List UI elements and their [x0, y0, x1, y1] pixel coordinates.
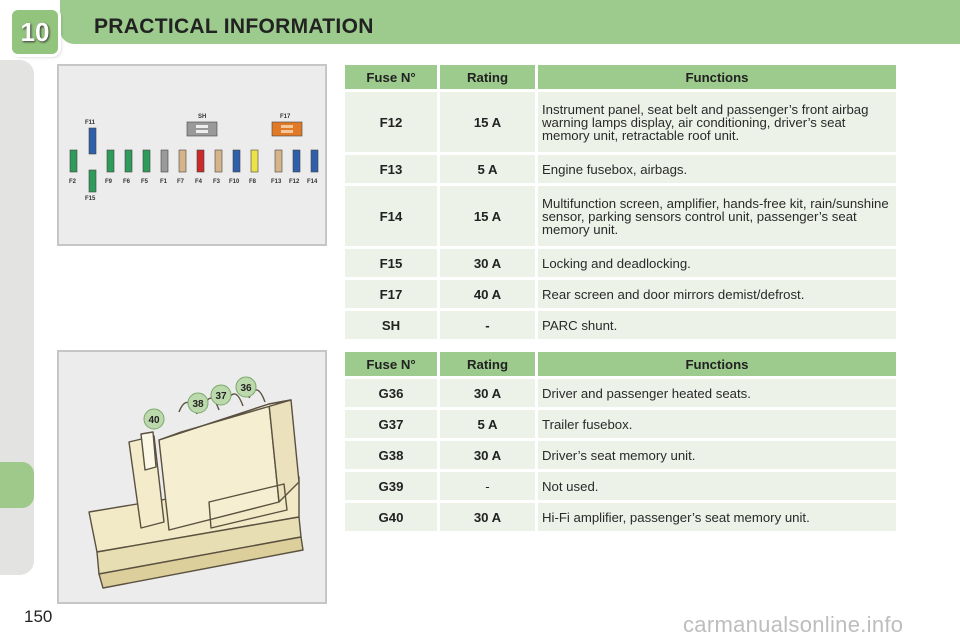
fuse-label: F10	[229, 179, 240, 185]
fuse-functions: Locking and deadlocking.	[538, 249, 896, 277]
fusebox-illustration	[57, 350, 327, 604]
table-row	[345, 155, 896, 183]
table-row	[345, 186, 896, 246]
fuse-functions: PARC shunt.	[538, 311, 896, 339]
fuse-table-2	[342, 349, 899, 534]
fuse-number: G39	[345, 472, 437, 500]
fuse-number: G40	[345, 503, 437, 531]
chapter-badge: 10	[12, 10, 58, 54]
header-fuse: Fuse N°	[345, 65, 437, 89]
fuse-label: F15	[85, 196, 96, 202]
fuse-label: F17	[280, 114, 291, 120]
fusebox-diagram	[57, 64, 327, 246]
table-row	[345, 472, 896, 500]
page-title: PRACTICAL INFORMATION	[94, 15, 374, 38]
fuse-functions: Not used.	[538, 472, 896, 500]
table-row	[345, 441, 896, 469]
fuse-rating: 5 A	[440, 410, 535, 438]
fuse-row-labels	[69, 179, 318, 185]
fuse-functions: Hi-Fi amplifier, passenger’s seat memory unit.	[538, 503, 896, 531]
fuse-rating: -	[440, 472, 535, 500]
fuse-row	[70, 150, 318, 172]
fuse-rating: 30 A	[440, 379, 535, 407]
fuse-number: SH	[345, 311, 437, 339]
fuse-functions: Instrument panel, seat belt and passenger’s front airbag warning lamps display, air conditioning, driver’s seat memory unit, retractable roof unit.	[538, 92, 896, 152]
table-row	[345, 503, 896, 531]
fuse-rating: 15 A	[440, 186, 535, 246]
fuse-f11	[85, 120, 96, 154]
fuse-rating: -	[440, 311, 535, 339]
fuse-label: F9	[105, 179, 113, 185]
fuse-label: F5	[141, 179, 149, 185]
fuse-label: SH	[198, 114, 207, 120]
fuse-callout-36: 36	[240, 383, 252, 394]
fuse-label: F7	[177, 179, 185, 185]
header-fuse: Fuse N°	[345, 352, 437, 376]
fuse-label: F1	[160, 179, 168, 185]
table-row	[345, 379, 896, 407]
side-tab-marker	[0, 462, 34, 508]
fuse-f17	[272, 114, 302, 136]
fusebox-body	[89, 390, 303, 588]
fuse-functions: Multifunction screen, amplifier, hands-free kit, rain/sunshine sensor, parking sensors control unit, passenger’s seat memory unit.	[538, 186, 896, 246]
header-rating: Rating	[440, 352, 535, 376]
fuse-number: G38	[345, 441, 437, 469]
header-rating: Rating	[440, 65, 535, 89]
fuse-functions: Rear screen and door mirrors demist/defrost.	[538, 280, 896, 308]
fuse-label: F13	[271, 179, 282, 185]
page-number: 150	[24, 607, 53, 626]
table-row	[345, 280, 896, 308]
fuse-rating: 30 A	[440, 249, 535, 277]
fuse-label: F14	[307, 179, 318, 185]
table-header	[345, 352, 896, 376]
table-row	[345, 92, 896, 152]
fuse-f15	[85, 170, 96, 202]
fuse-functions: Driver’s seat memory unit.	[538, 441, 896, 469]
fuse-number: F17	[345, 280, 437, 308]
table-row	[345, 410, 896, 438]
fuse-callout-37: 37	[215, 391, 227, 402]
fuse-sh	[187, 114, 217, 136]
table-row	[345, 311, 896, 339]
fuse-number: F14	[345, 186, 437, 246]
fuse-label: F4	[195, 179, 203, 185]
fuse-rating: 15 A	[440, 92, 535, 152]
fuse-rating: 5 A	[440, 155, 535, 183]
fuse-label: F2	[69, 179, 77, 185]
header-functions: Functions	[538, 352, 896, 376]
fuse-number: F12	[345, 92, 437, 152]
fuse-number: G37	[345, 410, 437, 438]
watermark: carmanualsonline.info	[683, 612, 904, 637]
fuse-callout-38: 38	[192, 399, 204, 410]
fuse-label: F3	[213, 179, 221, 185]
fuse-label: F6	[123, 179, 131, 185]
fuse-functions: Driver and passenger heated seats.	[538, 379, 896, 407]
table-header	[345, 65, 896, 89]
fuse-label: F12	[289, 179, 300, 185]
fuse-rating: 30 A	[440, 503, 535, 531]
fuse-number: F15	[345, 249, 437, 277]
fuse-functions: Engine fusebox, airbags.	[538, 155, 896, 183]
fuse-number: G36	[345, 379, 437, 407]
fuse-functions: Trailer fusebox.	[538, 410, 896, 438]
header-functions: Functions	[538, 65, 896, 89]
fuse-rating: 40 A	[440, 280, 535, 308]
fuse-table-1	[342, 62, 899, 342]
fuse-callout-40: 40	[148, 415, 160, 426]
fuse-label: F11	[85, 120, 96, 126]
fuse-label: F8	[249, 179, 257, 185]
fuse-rating: 30 A	[440, 441, 535, 469]
table-row	[345, 249, 896, 277]
fuse-number: F13	[345, 155, 437, 183]
